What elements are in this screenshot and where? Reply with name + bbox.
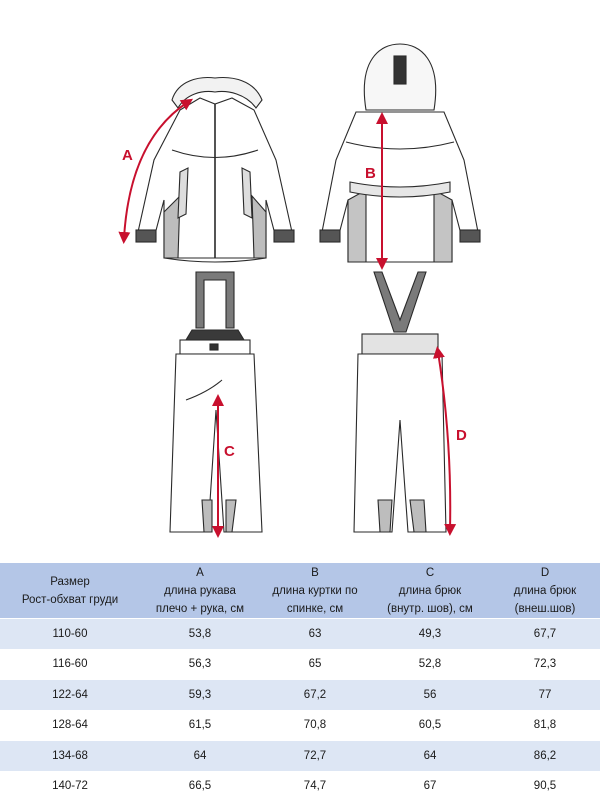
header-c-letter: C xyxy=(425,566,435,579)
cell-a: 59,3 xyxy=(140,680,260,711)
jacket-front-drawing xyxy=(136,78,294,262)
table-row xyxy=(0,771,600,802)
header-a-line-1: длина рукава xyxy=(164,584,236,597)
table-row xyxy=(0,741,600,772)
cell-a: 64 xyxy=(140,741,260,772)
measure-a-label: A xyxy=(122,147,133,164)
cell-a: 66,5 xyxy=(140,771,260,802)
header-a xyxy=(140,563,260,619)
cell-size: 140-72 xyxy=(0,771,140,802)
cell-b: 67,2 xyxy=(260,680,370,711)
header-size-line-1: Размер xyxy=(50,575,90,588)
cell-b: 70,8 xyxy=(260,710,370,741)
cell-a: 61,5 xyxy=(140,710,260,741)
header-c xyxy=(370,563,490,619)
table-row xyxy=(0,619,600,650)
cell-a: 56,3 xyxy=(140,649,260,680)
header-c-line-2: (внутр. шов), см xyxy=(387,602,473,615)
cell-b: 74,7 xyxy=(260,771,370,802)
header-b-letter: B xyxy=(311,566,319,579)
cell-c: 56 xyxy=(370,680,490,711)
cell-b: 63 xyxy=(260,619,370,650)
pants-front-drawing xyxy=(170,272,262,532)
measure-b-label: B xyxy=(365,165,376,182)
cell-size: 116-60 xyxy=(0,649,140,680)
header-d-letter: D xyxy=(540,566,550,579)
cell-c: 52,8 xyxy=(370,649,490,680)
measure-d-label: D xyxy=(456,427,467,444)
measure-c-label: C xyxy=(224,443,235,460)
cell-d: 72,3 xyxy=(490,649,600,680)
header-size-line-2: Рост-обхват груди xyxy=(21,593,119,606)
size-chart-table xyxy=(0,563,600,802)
header-a-line-2: плечо + рука, см xyxy=(155,602,245,615)
cell-c: 60,5 xyxy=(370,710,490,741)
table-row xyxy=(0,649,600,680)
header-b xyxy=(260,563,370,619)
header-b-line-2: спинке, см xyxy=(286,602,344,615)
cell-size: 110-60 xyxy=(0,619,140,650)
cell-d: 86,2 xyxy=(490,741,600,772)
cell-b: 65 xyxy=(260,649,370,680)
table-row xyxy=(0,680,600,711)
cell-b: 72,7 xyxy=(260,741,370,772)
cell-size: 134-68 xyxy=(0,741,140,772)
cell-d: 90,5 xyxy=(490,771,600,802)
header-c-line-1: длина брюк xyxy=(398,584,462,597)
header-d-line-1: длина брюк xyxy=(513,584,577,597)
header-b-line-1: длина куртки по xyxy=(272,584,358,597)
size-chart-header-row xyxy=(0,563,600,619)
cell-c: 64 xyxy=(370,741,490,772)
pants-back-drawing xyxy=(354,272,446,532)
cell-size: 122-64 xyxy=(0,680,140,711)
cell-c: 67 xyxy=(370,771,490,802)
cell-d: 81,8 xyxy=(490,710,600,741)
header-a-letter: A xyxy=(196,566,204,579)
cell-c: 49,3 xyxy=(370,619,490,650)
cell-size: 128-64 xyxy=(0,710,140,741)
table-row xyxy=(0,710,600,741)
cell-d: 67,7 xyxy=(490,619,600,650)
header-d xyxy=(490,563,600,619)
header-size xyxy=(0,563,140,619)
jacket-back-drawing xyxy=(320,44,480,262)
cell-d: 77 xyxy=(490,680,600,711)
header-d-line-2: (внеш.шов) xyxy=(514,602,576,615)
cell-a: 53,8 xyxy=(140,619,260,650)
